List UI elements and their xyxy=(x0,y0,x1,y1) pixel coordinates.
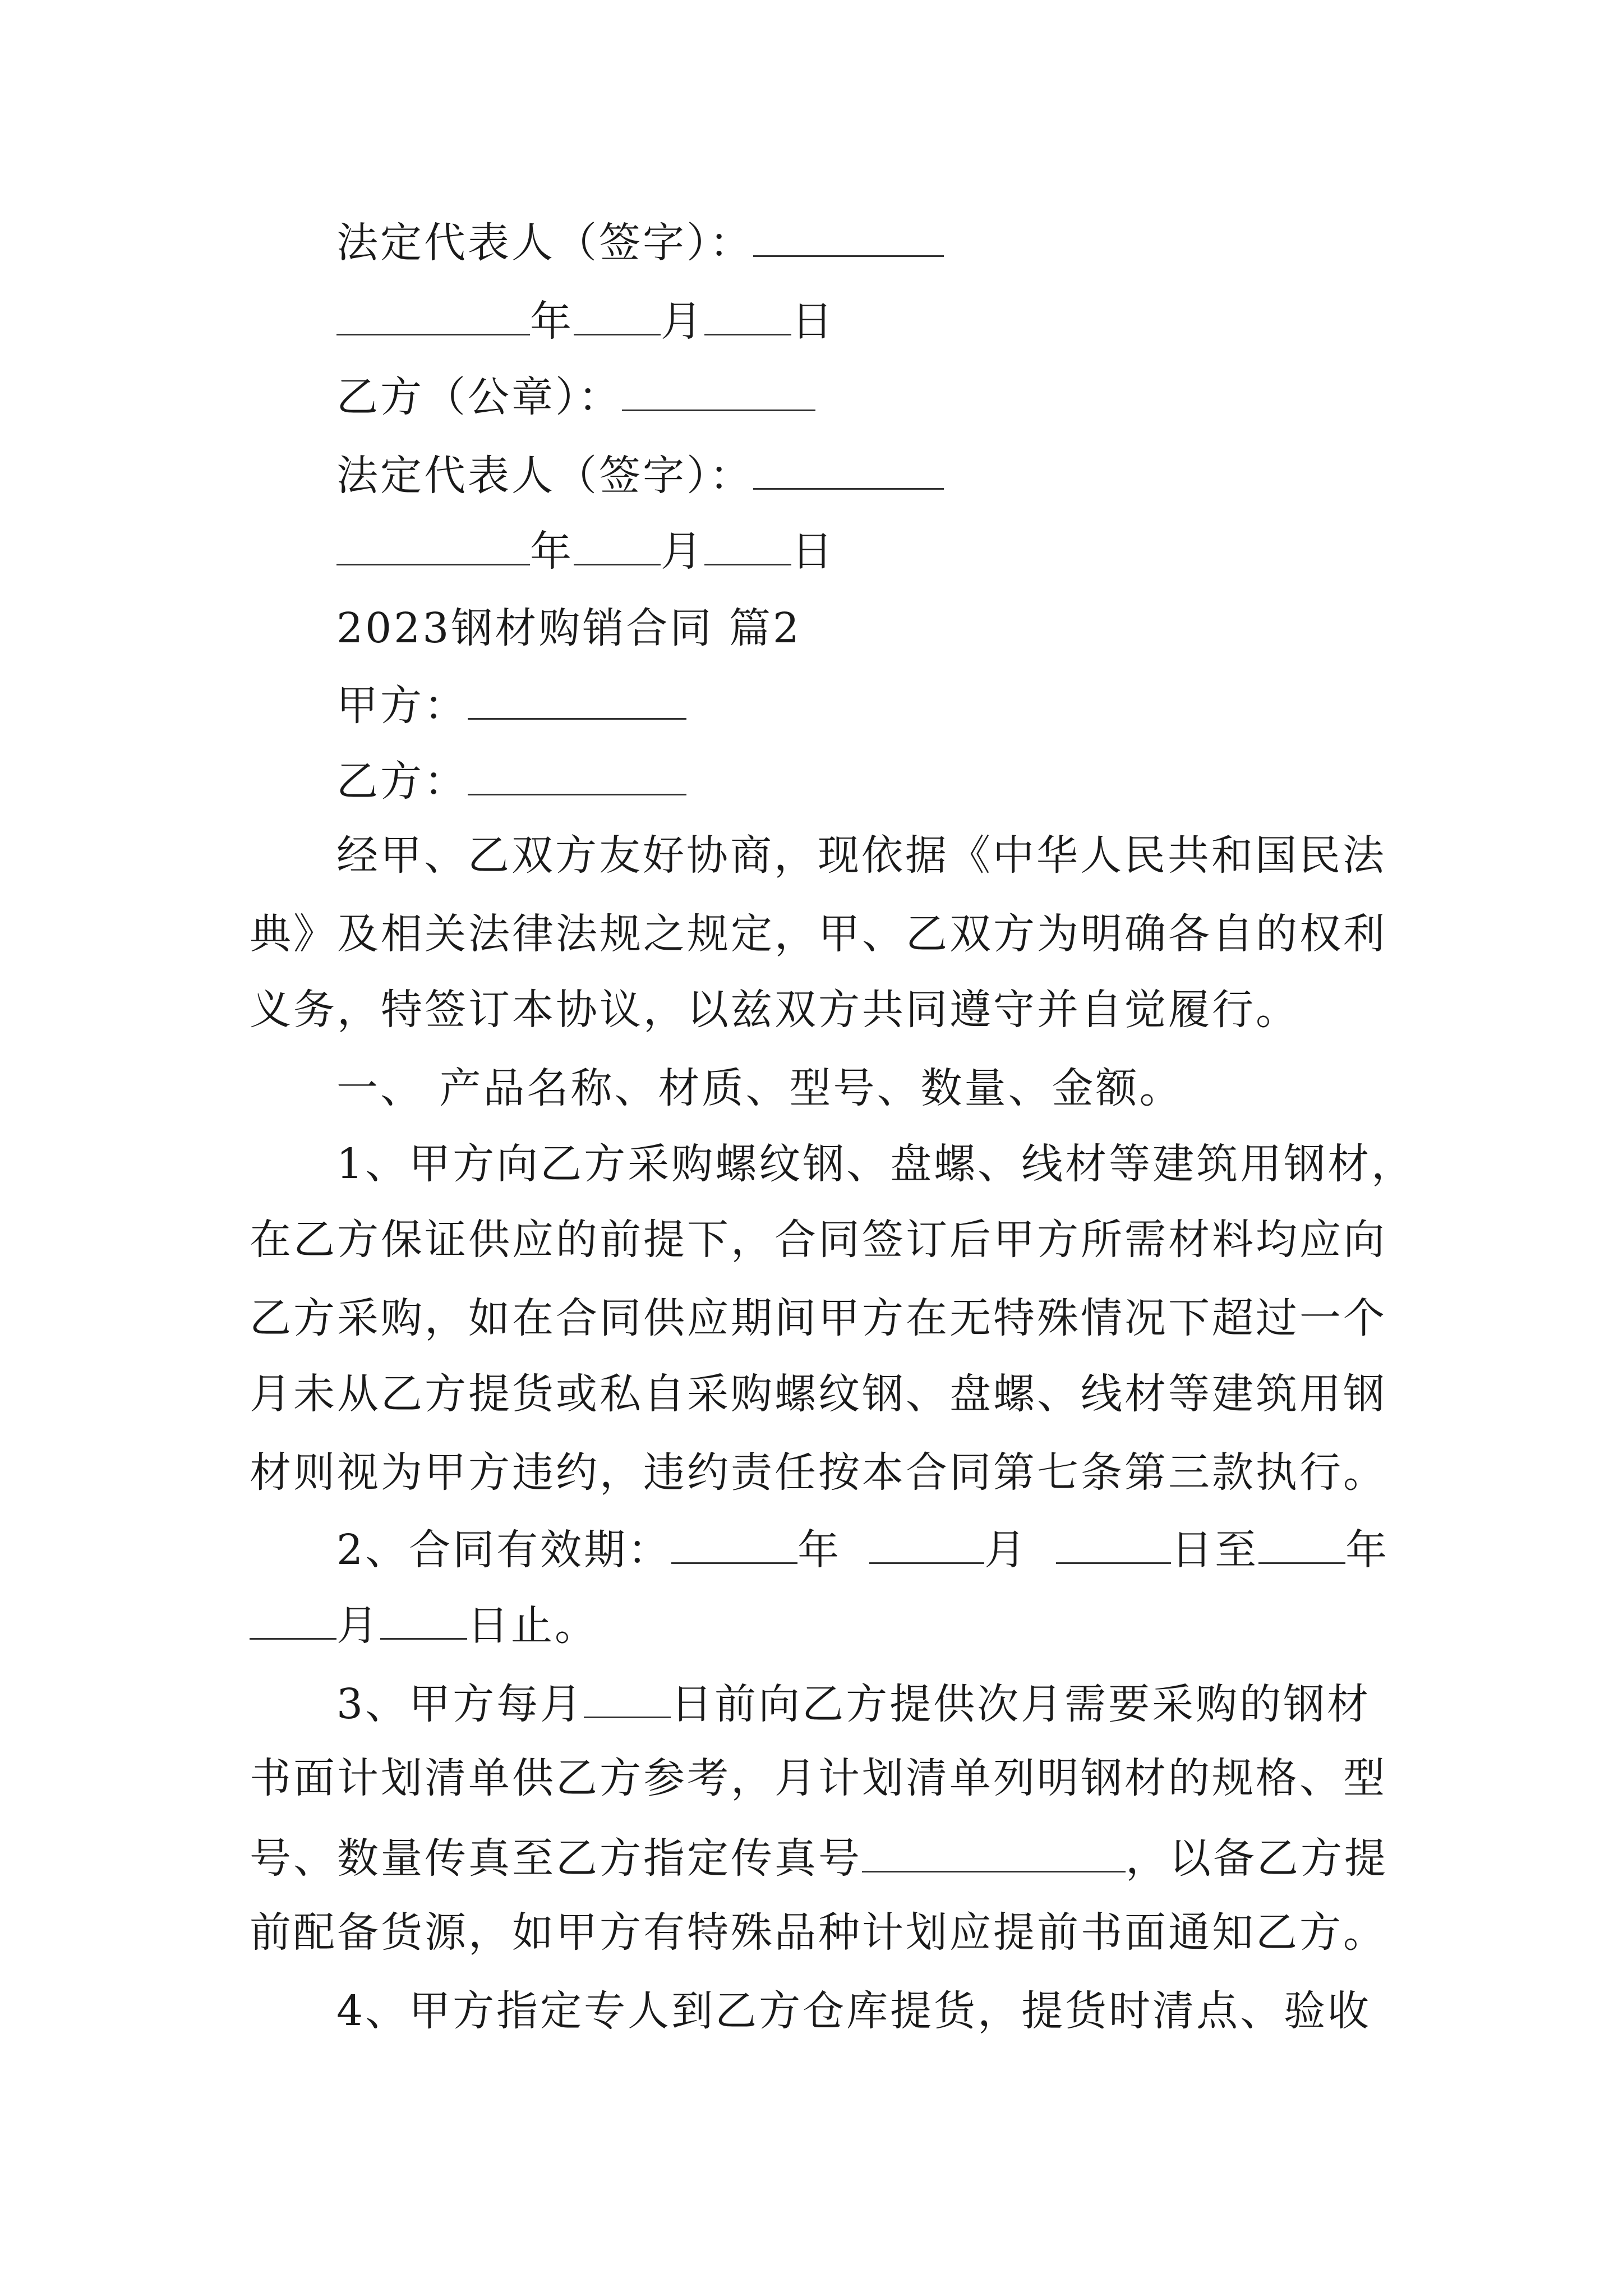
sig-a-year-blank xyxy=(336,295,530,335)
clause3-line-3 xyxy=(250,1832,1388,1884)
sig-b-month-label: 月 xyxy=(661,527,704,576)
sig-b-date-line xyxy=(336,524,835,577)
clause1-line-1: 1、甲方向乙方采购螺纹钢、盘螺、线材等建筑用钢材， xyxy=(336,1140,1415,1188)
sig-b-party-label: 乙方（公章）： xyxy=(336,373,622,421)
party-b-blank xyxy=(468,754,686,795)
clause2-line-1 xyxy=(336,1523,1389,1575)
party-a-blank xyxy=(468,679,686,720)
clause2-day-end-label: 日止。 xyxy=(467,1602,598,1650)
party-b-line xyxy=(336,754,686,807)
clause3-line1-b: 日前向乙方提供次月需要采购的钢材 xyxy=(671,1680,1371,1728)
clause2-lead: 2、合同有效期： xyxy=(336,1526,672,1574)
sig-a-year-label: 年 xyxy=(530,297,574,346)
clause2-year2-blank xyxy=(1258,1523,1345,1564)
clause3-line-4: 前配备货源，如甲方有特殊品种计划应提前书面通知乙方。 xyxy=(250,1908,1387,1957)
sig-a-day-label: 日 xyxy=(791,297,835,346)
clause1-line-2: 在乙方保证供应的前提下，合同签订后甲方所需材料均应向 xyxy=(250,1216,1387,1264)
sig-a-rep-label: 法定代表人（签字）： xyxy=(336,219,753,267)
clause3-day-blank xyxy=(584,1677,671,1718)
clause1-line-5: 材则视为甲方违约，违约责任按本合同第七条第三款执行。 xyxy=(250,1448,1387,1497)
sig-a-rep-line xyxy=(336,216,944,268)
clause2-month2-blank xyxy=(250,1599,336,1640)
section1-title: 一、 产品名称、材质、型号、数量、金额。 xyxy=(336,1064,1183,1112)
sig-b-year-blank xyxy=(336,524,530,565)
intro-line-3: 义务，特签订本协议，以兹双方共同遵守并自觉履行。 xyxy=(250,986,1299,1034)
clause3-fax-blank xyxy=(862,1832,1126,1872)
clause4-line-1: 4、甲方指定专人到乙方仓库提货，提货时清点、验收 xyxy=(336,1987,1372,2035)
party-a-label: 甲方： xyxy=(336,682,468,730)
clause2-day-end-blank xyxy=(380,1599,467,1640)
party-a-line xyxy=(336,679,686,731)
sig-b-rep-label: 法定代表人（签字）： xyxy=(336,452,753,500)
sig-a-day-blank xyxy=(704,295,791,335)
sig-a-month-blank xyxy=(574,295,661,335)
clause3-line3-b: ，以备乙方提 xyxy=(1126,1834,1388,1883)
sig-a-rep-blank xyxy=(753,216,944,257)
clause1-line-4: 月未从乙方提货或私自采购螺纹钢、盘螺、线材等建筑用钢 xyxy=(250,1370,1387,1418)
sig-b-rep-line xyxy=(336,449,944,501)
clause1-line-3: 乙方采购，如在合同供应期间甲方在无特殊情况下超过一个 xyxy=(250,1294,1387,1342)
intro-line-1: 经甲、乙双方友好协商，现依据《中华人民共和国民法 xyxy=(336,831,1386,880)
sig-a-month-label: 月 xyxy=(661,297,704,346)
clause2-year-blank xyxy=(671,1523,797,1564)
clause2-year2-label: 年 xyxy=(1345,1526,1390,1574)
clause2-line-2 xyxy=(250,1599,598,1651)
sig-a-date-line xyxy=(336,295,835,347)
clause3-line-2: 书面计划清单供乙方参考，月计划清单列明钢材的规格、型 xyxy=(250,1754,1387,1802)
sig-b-month-blank xyxy=(574,524,661,565)
clause2-day-to-label: 日至 xyxy=(1171,1526,1259,1574)
sig-b-rep-blank xyxy=(753,449,944,490)
sig-b-year-label: 年 xyxy=(530,527,574,576)
sig-b-party-line xyxy=(336,370,815,422)
clause2-month-label: 月 xyxy=(984,1526,1029,1574)
contract-heading: 2023钢材购销合同 篇2 xyxy=(336,604,801,652)
clause3-line3-a: 号、数量传真至乙方指定传真号 xyxy=(250,1834,862,1883)
sig-b-party-blank xyxy=(622,370,815,411)
clause3-line-1 xyxy=(336,1677,1371,1729)
clause2-month-blank xyxy=(869,1523,984,1564)
sig-b-day-blank xyxy=(704,524,791,565)
party-b-label: 乙方： xyxy=(336,757,468,806)
clause3-line1-a: 3、甲方每月 xyxy=(336,1680,584,1728)
clause2-month2-label: 月 xyxy=(336,1602,380,1650)
clause2-day-blank xyxy=(1056,1523,1171,1564)
clause2-year-label: 年 xyxy=(797,1526,842,1574)
sig-b-day-label: 日 xyxy=(791,527,835,576)
intro-line-2: 典》及相关法律法规之规定，甲、乙双方为明确各自的权利 xyxy=(250,910,1387,958)
